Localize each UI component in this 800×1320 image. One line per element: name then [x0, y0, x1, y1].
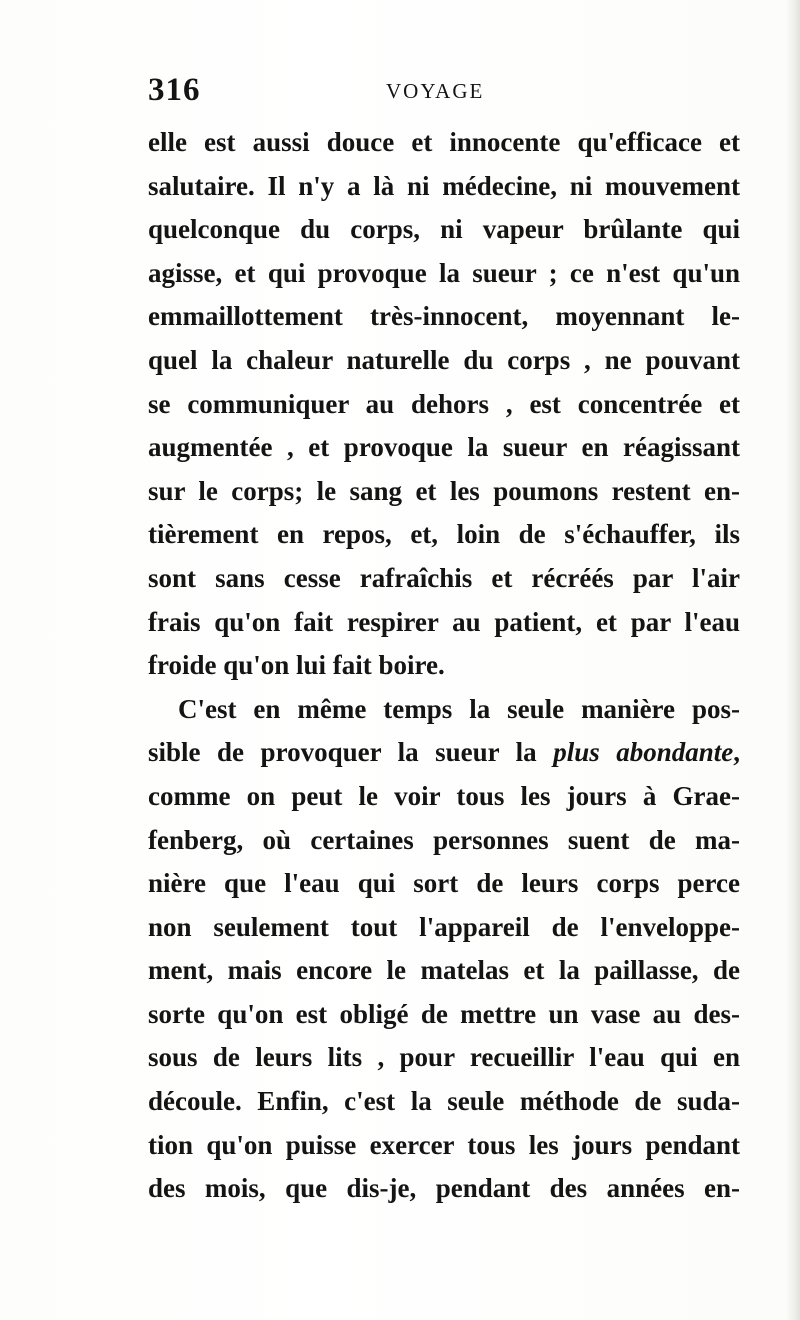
text-line: salutaire. Il n'y a là ni médecine, ni mouvement	[148, 170, 740, 201]
paragraph-start-line: C'est en même temps la seule manière pos-	[178, 693, 740, 724]
text-line: agisse, et qui provoque la sueur ; ce n'est qu'un	[148, 257, 740, 288]
running-title: VOYAGE	[386, 79, 485, 103]
text-line: découle. Enfin, c'est la seule méthode de suda-	[148, 1086, 740, 1117]
text-line: comme on peut le voir tous les jours à Grae-	[148, 780, 740, 811]
page-number: 316	[148, 72, 201, 108]
text-line: quel la chaleur naturelle du corps , ne pouvant	[148, 344, 740, 375]
text-line: ment, mais encore le matelas et la paillasse, de	[148, 955, 740, 986]
text-line: emmaillottement très-innocent, moyennant le-	[148, 301, 740, 332]
italic-emphasis: plus abondante	[553, 737, 734, 768]
paragraph-end-line: froide qu'on lui fait boire.	[148, 650, 445, 681]
text-line: sont sans cesse rafraîchis et récréés par l'air	[148, 562, 740, 593]
text-line: quelconque du corps, ni vapeur brûlante qui	[148, 214, 740, 245]
body-text	[148, 121, 740, 1211]
text-line-with-emphasis	[148, 731, 740, 775]
text-line: des mois, que dis-je, pendant des années en-	[148, 1173, 740, 1204]
text-line: tion qu'on puisse exercer tous les jours pendant	[148, 1129, 740, 1160]
page-header	[148, 70, 748, 110]
text-line: non seulement tout l'appareil de l'enveloppe-	[148, 911, 740, 942]
text-line: augmentée , et provoque la sueur en réagissant	[148, 432, 740, 463]
text-line: sur le corps; le sang et les poumons restent en-	[148, 475, 740, 506]
punctuation: ,	[733, 737, 740, 768]
text-line: elle est aussi douce et innocente qu'efficace et	[148, 127, 740, 157]
text-fragment: sible de provoquer la sueur la	[148, 737, 537, 768]
text-line: nière que l'eau qui sort de leurs corps perce	[148, 868, 740, 899]
page-edge-shadow	[786, 0, 800, 1320]
text-line: tièrement en repos, et, loin de s'échauffer, ils	[148, 519, 740, 550]
text-line: se communiquer au dehors , est concentrée et	[148, 388, 740, 419]
text-line: sous de leurs lits , pour recueillir l'eau qui en	[148, 1042, 740, 1073]
text-line: sorte qu'on est obligé de mettre un vase au des-	[148, 998, 740, 1029]
text-line: frais qu'on fait respirer au patient, et par l'eau	[148, 606, 740, 637]
text-line: fenberg, où certaines personnes suent de ma-	[148, 824, 740, 855]
